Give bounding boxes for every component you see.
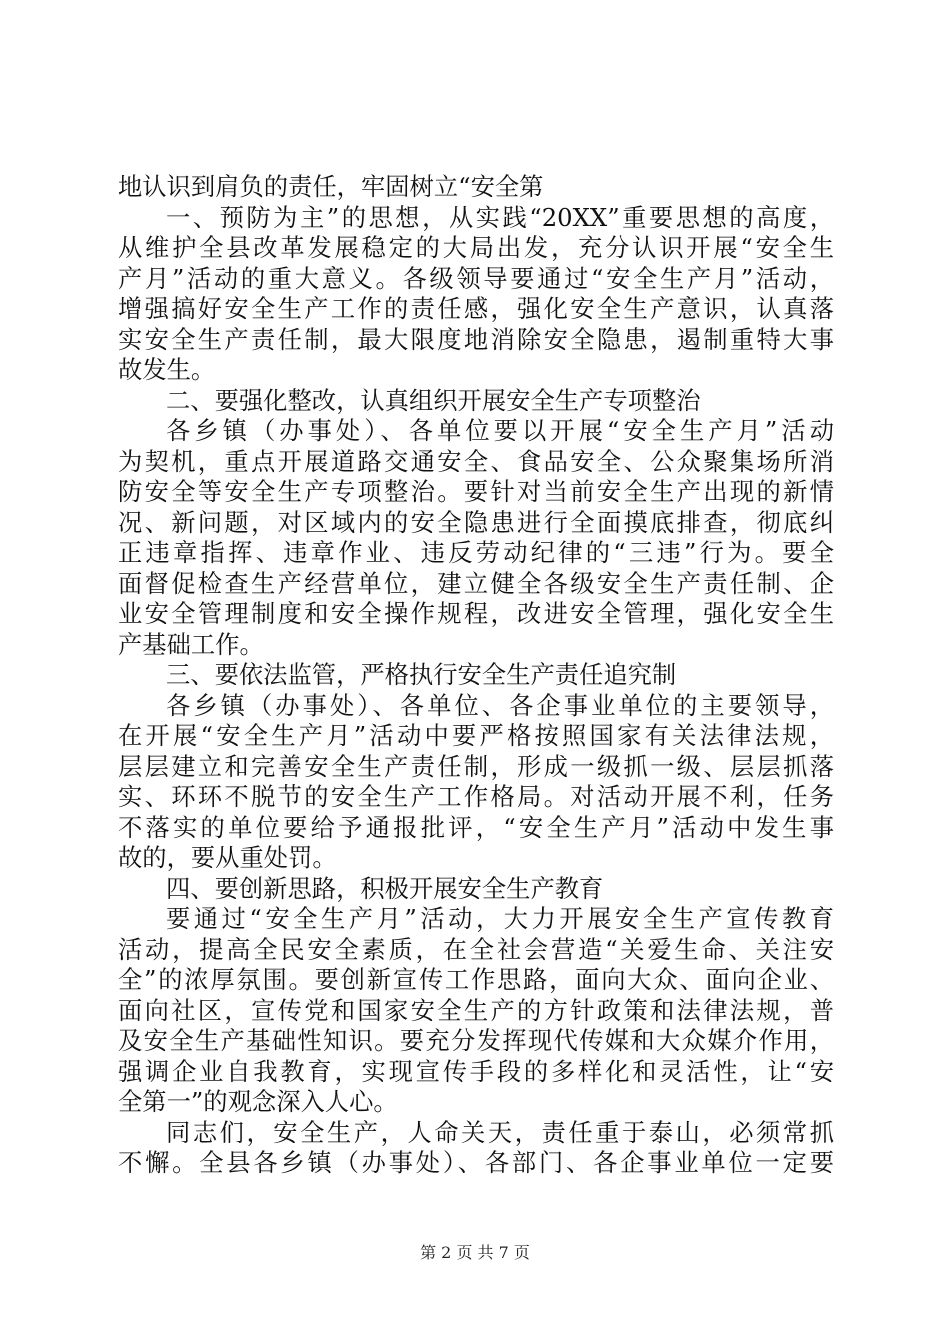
text-line: 从维护全县改革发展稳定的大局出发，充分认识开展“安全生	[118, 233, 834, 262]
text-line: 层层建立和完善安全生产责任制，形成一级抓一级、层层抓落	[118, 751, 834, 781]
text-line: 为契机，重点开展道路交通安全、食品安全、公众聚集场所消	[118, 446, 834, 476]
text-line: 在开展“安全生产月”活动中要严格按照国家有关法律法规，	[118, 721, 834, 750]
text-line: 产基础工作。	[118, 629, 264, 659]
text-line: 故发生。	[118, 355, 216, 384]
text-line: 实、环环不脱节的安全生产工作格局。对活动开展不利，任务	[118, 782, 834, 811]
text-line: 活动，提高全民安全素质，在全社会营造“关爱生命、关注安	[118, 934, 834, 964]
page-footer	[0, 1243, 950, 1263]
text-line: 不落实的单位要给予通报批评，“安全生产月”活动中发生事	[118, 812, 834, 842]
text-line: 业安全管理制度和安全操作规程，改进安全管理，强化安全生	[118, 599, 834, 628]
text-line: 强调企业自我教育，实现宣传手段的多样化和灵活性，让“安	[118, 1056, 834, 1086]
text-line: 全”的浓厚氛围。要创新宣传工作思路，面向大众、面向企业、	[118, 965, 834, 994]
text-line: 正违章指挥、违章作业、违反劳动纪律的“三违”行为。要全	[118, 538, 834, 567]
text-line: 一、预防为主”的思想，从实践“20XX”重要思想的高度，	[166, 202, 834, 232]
text-line: 况、新问题，对区域内的安全隐患进行全面摸底排查，彻底纠	[118, 507, 834, 537]
text-line: 故的，要从重处罚。	[118, 843, 337, 872]
text-line: 二、要强化整改，认真组织开展安全生产专项整治	[166, 385, 701, 415]
text-line: 三、要依法监管，严格执行安全生产责任追究制	[166, 660, 677, 689]
page-number-label: 第 2 页 共 7 页	[420, 1243, 530, 1262]
text-line: 各乡镇（办事处）、各单位要以开展“安全生产月”活动	[166, 416, 834, 445]
text-line: 四、要创新思路，积极开展安全生产教育	[166, 873, 604, 903]
text-line: 面向社区，宣传党和国家安全生产的方针政策和法律法规，普	[118, 995, 834, 1025]
text-line: 全第一”的观念深入人心。	[118, 1087, 398, 1116]
text-line: 实安全生产责任制，最大限度地消除安全隐患，遏制重特大事	[118, 324, 834, 354]
text-line: 同志们，安全生产，人命关天，责任重于泰山，必须常抓	[166, 1117, 834, 1147]
text-line: 防安全等安全生产专项整治。要针对当前安全生产出现的新情	[118, 477, 834, 506]
text-line: 面督促检查生产经营单位，建立健全各级安全生产责任制、企	[118, 568, 834, 598]
text-line: 要通过“安全生产月”活动，大力开展安全生产宣传教育	[166, 904, 834, 933]
text-line: 增强搞好安全生产工作的责任感，强化安全生产意识，认真落	[118, 294, 834, 323]
text-line: 及安全生产基础性知识。要充分发挥现代传媒和大众媒介作用，	[118, 1026, 834, 1055]
text-line: 各乡镇（办事处）、各单位、各企事业单位的主要领导，	[166, 690, 834, 720]
document-body	[118, 172, 834, 1179]
text-line: 地认识到肩负的责任，牢固树立“安全第	[118, 172, 544, 201]
text-line: 产月”活动的重大意义。各级领导要通过“安全生产月”活动，	[118, 263, 834, 293]
text-line: 不懈。全县各乡镇（办事处）、各部门、各企事业单位一定要	[118, 1148, 834, 1177]
